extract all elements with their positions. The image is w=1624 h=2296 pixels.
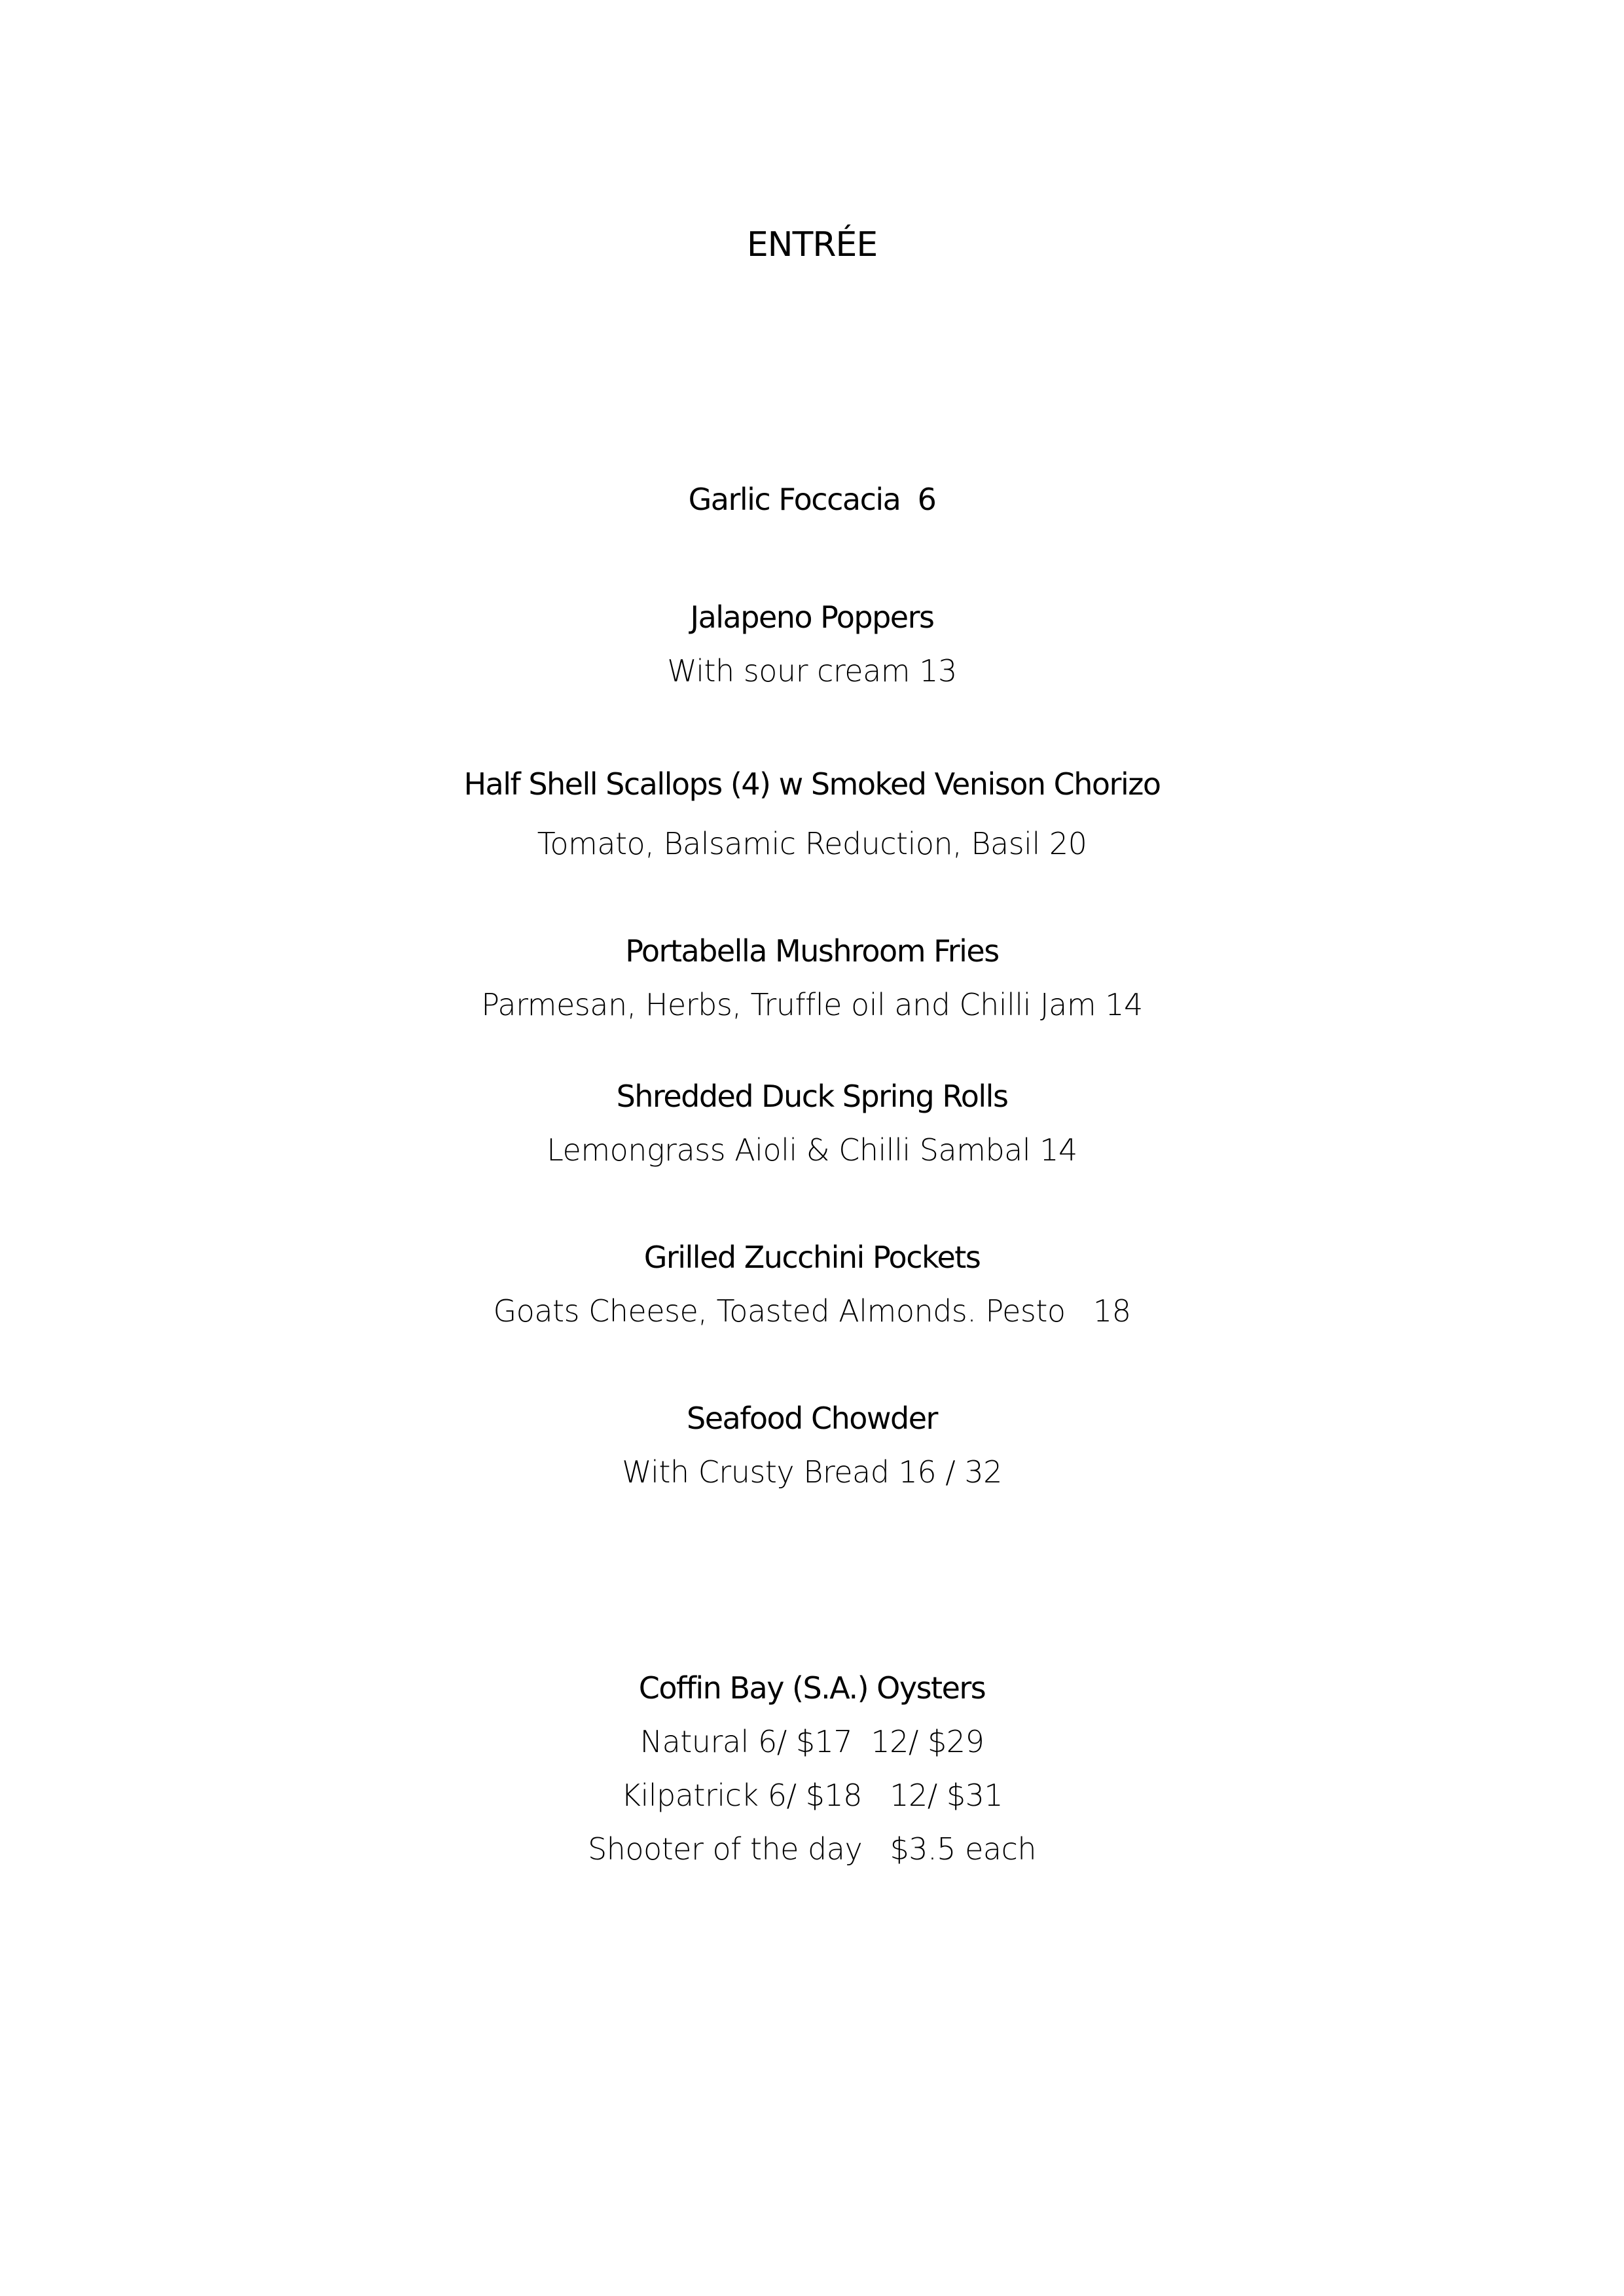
menu-title: ENTRÉE: [746, 225, 878, 264]
menu-item-description: Tomato, Balsamic Reduction, Basil 20: [537, 826, 1087, 861]
menu-item-description: Parmesan, Herbs, Truffle oil and Chilli Jam 14: [481, 987, 1143, 1022]
menu-item-price: 6: [917, 482, 936, 517]
menu-item-name: Grilled Zucchini Pockets: [643, 1240, 981, 1275]
oysters-line: Natural 6/ $17 12/ $29: [640, 1724, 984, 1759]
oysters-heading: Coffin Bay (S.A.) Oysters: [638, 1670, 986, 1706]
menu-item-name: Half Shell Scallops (4) w Smoked Venison Chorizo: [463, 766, 1161, 802]
menu-item-name: Garlic Foccacia: [688, 482, 901, 517]
oysters-line: Kilpatrick 6/ $18 12/ $31: [621, 1778, 1003, 1813]
menu-item-name: Seafood Chowder: [687, 1401, 937, 1436]
menu-item-name: Shredded Duck Spring Rolls: [616, 1079, 1008, 1114]
menu-item-name: Portabella Mushroom Fries: [625, 933, 999, 969]
menu-item-description: With Crusty Bread 16 / 32: [622, 1454, 1002, 1490]
menu-item-name: Jalapeno Poppers: [690, 600, 934, 635]
menu-item-description: Lemongrass Aioli & Chilli Sambal 14: [547, 1132, 1077, 1168]
menu-item-description: Goats Cheese, Toasted Almonds. Pesto 18: [493, 1293, 1131, 1329]
menu-item-garlic-foccacia: [0, 482, 1624, 517]
oysters-line: Shooter of the day $3.5 each: [587, 1831, 1037, 1867]
menu-item-description: With sour cream 13: [667, 653, 957, 689]
